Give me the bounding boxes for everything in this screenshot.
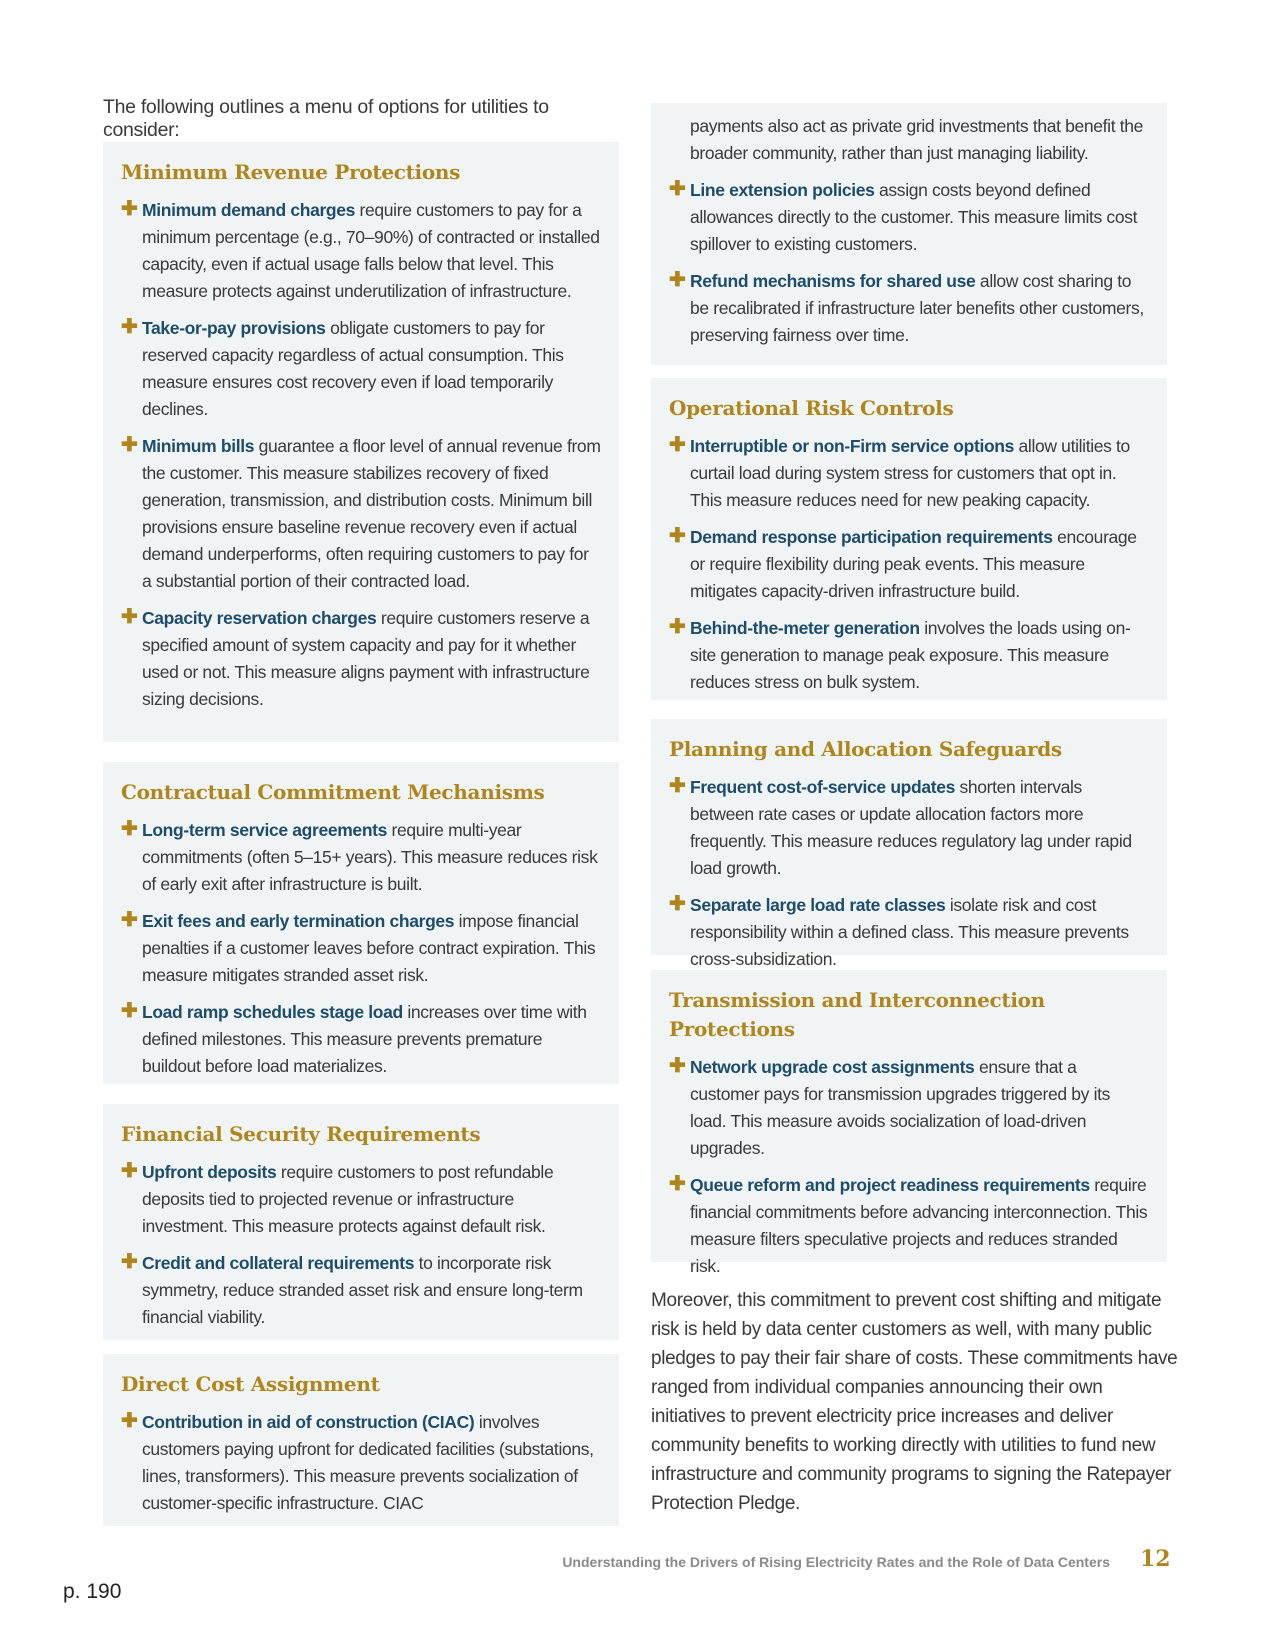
item-term: Interruptible or non-Firm service options (690, 436, 1015, 456)
item-term: Demand response participation requirements (690, 527, 1053, 547)
list-item (121, 817, 601, 898)
item-term: Capacity reservation charges (142, 608, 377, 628)
list-item (121, 1250, 601, 1331)
plus-icon: ✚ (121, 1000, 138, 1022)
item-text: involves customers paying upfront for dedicated facilities (substations, lines, transformers). This measure prevents socialization of customer-specific infrastructure. CIAC (142, 1412, 594, 1513)
section-title: Financial Security Requirements (121, 1122, 481, 1146)
list-item (669, 892, 1149, 973)
list-item (121, 999, 601, 1080)
list-item (121, 908, 601, 989)
plus-icon: ✚ (669, 1173, 686, 1195)
footer-title: Understanding the Drivers of Rising Electricity Rates and the Role of Data Centers (562, 1554, 1110, 1570)
list-item (121, 197, 601, 305)
item-term: Line extension policies (690, 180, 875, 200)
plus-icon: ✚ (121, 1410, 138, 1432)
item-text: obligate customers to pay for reserved capacity regardless of actual consumption. This measure ensures cost recovery even if load temporarily declines. (142, 318, 564, 419)
list-item (669, 1172, 1149, 1280)
item-term: Contribution in aid of construction (CIAC) (142, 1412, 475, 1432)
item-text: increases over time with defined milestones. This measure prevents premature buildout before load materializes. (142, 1002, 587, 1076)
plus-icon: ✚ (121, 316, 138, 338)
section-contractual-commitment (103, 762, 619, 1084)
item-text: allow utilities to curtail load during system stress for customers that opt in. This measure reduces need for new peaking capacity. (690, 436, 1130, 510)
continuation-text: payments also act as private grid investments that benefit the broader community, rather than just managing liability. (690, 116, 1143, 163)
item-text: shorten intervals between rate cases or update allocation factors more frequently. This measure reduces regulatory lag under rapid load growth. (690, 777, 1132, 878)
section-title: Contractual Commitment Mechanisms (121, 780, 545, 804)
item-text: ensure that a customer pays for transmission upgrades triggered by its load. This measure avoids socialization of load-driven upgrades. (690, 1057, 1111, 1158)
list-item (121, 433, 601, 595)
plus-icon: ✚ (669, 893, 686, 915)
item-text: require multi-year commitments (often 5–15+ years). This measure reduces risk of early exit after infrastructure is built. (142, 820, 598, 894)
section-title: Transmission and Interconnection Protections (669, 988, 1045, 1041)
item-term: Network upgrade cost assignments (690, 1057, 975, 1077)
plus-icon: ✚ (121, 1160, 138, 1182)
plus-icon: ✚ (121, 909, 138, 931)
item-term: Behind-the-meter generation (690, 618, 920, 638)
plus-icon: ✚ (121, 606, 138, 628)
list-item (669, 433, 1149, 514)
item-text: require customers reserve a specified amount of system capacity and pay for it whether used or not. This measure aligns payment with infrastructure sizing decisions. (142, 608, 590, 709)
plus-icon: ✚ (669, 775, 686, 797)
page-marker: p. 190 (63, 1580, 122, 1603)
section-operational-risk (651, 378, 1167, 700)
list-item (121, 605, 601, 713)
plus-icon: ✚ (121, 198, 138, 220)
item-text: impose financial penalties if a customer leaves before contract expiration. This measure mitigates stranded asset risk. (142, 911, 596, 985)
item-term: Long-term service agreements (142, 820, 388, 840)
item-term: Exit fees and early termination charges (142, 911, 455, 931)
closing-paragraph: Moreover, this commitment to prevent cost shifting and mitigate risk is held by data center customers as well, with many public pledges to pay their fair share of costs. These commitments have ranged from individual companies announcing their own initiatives to prevent electricity price increases and deliver community benefits to working directly with utilities to fund new infrastructure and community programs to signing the Ratepayer Protection Pledge. (651, 1290, 1178, 1514)
list-item (121, 315, 601, 423)
section-minimum-revenue (103, 142, 619, 742)
section-direct-cost-continued (651, 103, 1167, 365)
plus-icon: ✚ (669, 616, 686, 638)
plus-icon: ✚ (669, 178, 686, 200)
item-text: allow cost sharing to be recalibrated if infrastructure later benefits other customers, preserving fairness over time. (690, 271, 1144, 345)
plus-icon: ✚ (121, 434, 138, 456)
plus-icon: ✚ (121, 1251, 138, 1273)
section-title: Minimum Revenue Protections (121, 160, 461, 184)
list-item (669, 524, 1149, 605)
section-planning-allocation (651, 719, 1167, 969)
plus-icon: ✚ (669, 525, 686, 547)
item-text: isolate risk and cost responsibility within a defined class. This measure prevents cross-subsidization. (690, 895, 1129, 969)
plus-icon: ✚ (669, 269, 686, 291)
section-title: Planning and Allocation Safeguards (669, 737, 1062, 761)
item-text: require financial commitments before advancing interconnection. This measure filters speculative projects and reduces stranded risk. (690, 1175, 1148, 1276)
item-term: Separate large load rate classes (690, 895, 946, 915)
item-text: involves the loads using on-site generation to manage peak exposure. This measure reduces stress on bulk system. (690, 618, 1131, 692)
item-term: Credit and collateral requirements (142, 1253, 415, 1273)
item-text: guarantee a floor level of annual revenue from the customer. This measure stabilizes recovery of fixed generation, transmission, and distribution costs. Minimum bill provisions ensure baseline revenue recovery even if actual demand underperforms, often requiring customers to pay for a substantial portion of their contracted load. (142, 436, 601, 591)
item-term: Take-or-pay provisions (142, 318, 326, 338)
section-title: Operational Risk Controls (669, 396, 954, 420)
list-item (669, 615, 1149, 696)
item-text: require customers to post refundable deposits tied to projected revenue or infrastructure investment. This measure protects against default risk. (142, 1162, 554, 1236)
list-item (121, 1409, 601, 1517)
list-item (669, 1054, 1149, 1162)
section-title: Direct Cost Assignment (121, 1372, 380, 1396)
plus-icon: ✚ (669, 1055, 686, 1077)
list-item (669, 774, 1149, 882)
intro-text: The following outlines a menu of options for utilities to consider: (103, 96, 549, 141)
item-term: Minimum demand charges (142, 200, 356, 220)
section-financial-security (103, 1104, 619, 1340)
item-text: require customers to pay for a minimum percentage (e.g., 70–90%) of contracted or installed capacity, even if actual usage falls below that level. This measure protects against underutilization of infrastructure. (142, 200, 600, 301)
section-direct-cost (103, 1354, 619, 1526)
list-item (669, 177, 1149, 258)
item-term: Frequent cost-of-service updates (690, 777, 955, 797)
plus-icon: ✚ (121, 818, 138, 840)
item-term: Load ramp schedules stage load (142, 1002, 403, 1022)
plus-icon: ✚ (669, 434, 686, 456)
item-term: Queue reform and project readiness requirements (690, 1175, 1090, 1195)
item-text: encourage or require flexibility during peak events. This measure mitigates capacity-driven infrastructure build. (690, 527, 1137, 601)
item-term: Upfront deposits (142, 1162, 277, 1182)
page-number: 12 (1140, 1546, 1171, 1572)
item-term: Minimum bills (142, 436, 255, 456)
section-transmission-interconnection (651, 970, 1167, 1276)
item-text: assign costs beyond defined allowances directly to the customer. This measure limits cost spillover to existing customers. (690, 180, 1138, 254)
list-item (121, 1159, 601, 1240)
list-item (669, 268, 1149, 349)
item-term: Refund mechanisms for shared use (690, 271, 976, 291)
item-text: to incorporate risk symmetry, reduce stranded asset risk and ensure long-term financial viability. (142, 1253, 583, 1327)
